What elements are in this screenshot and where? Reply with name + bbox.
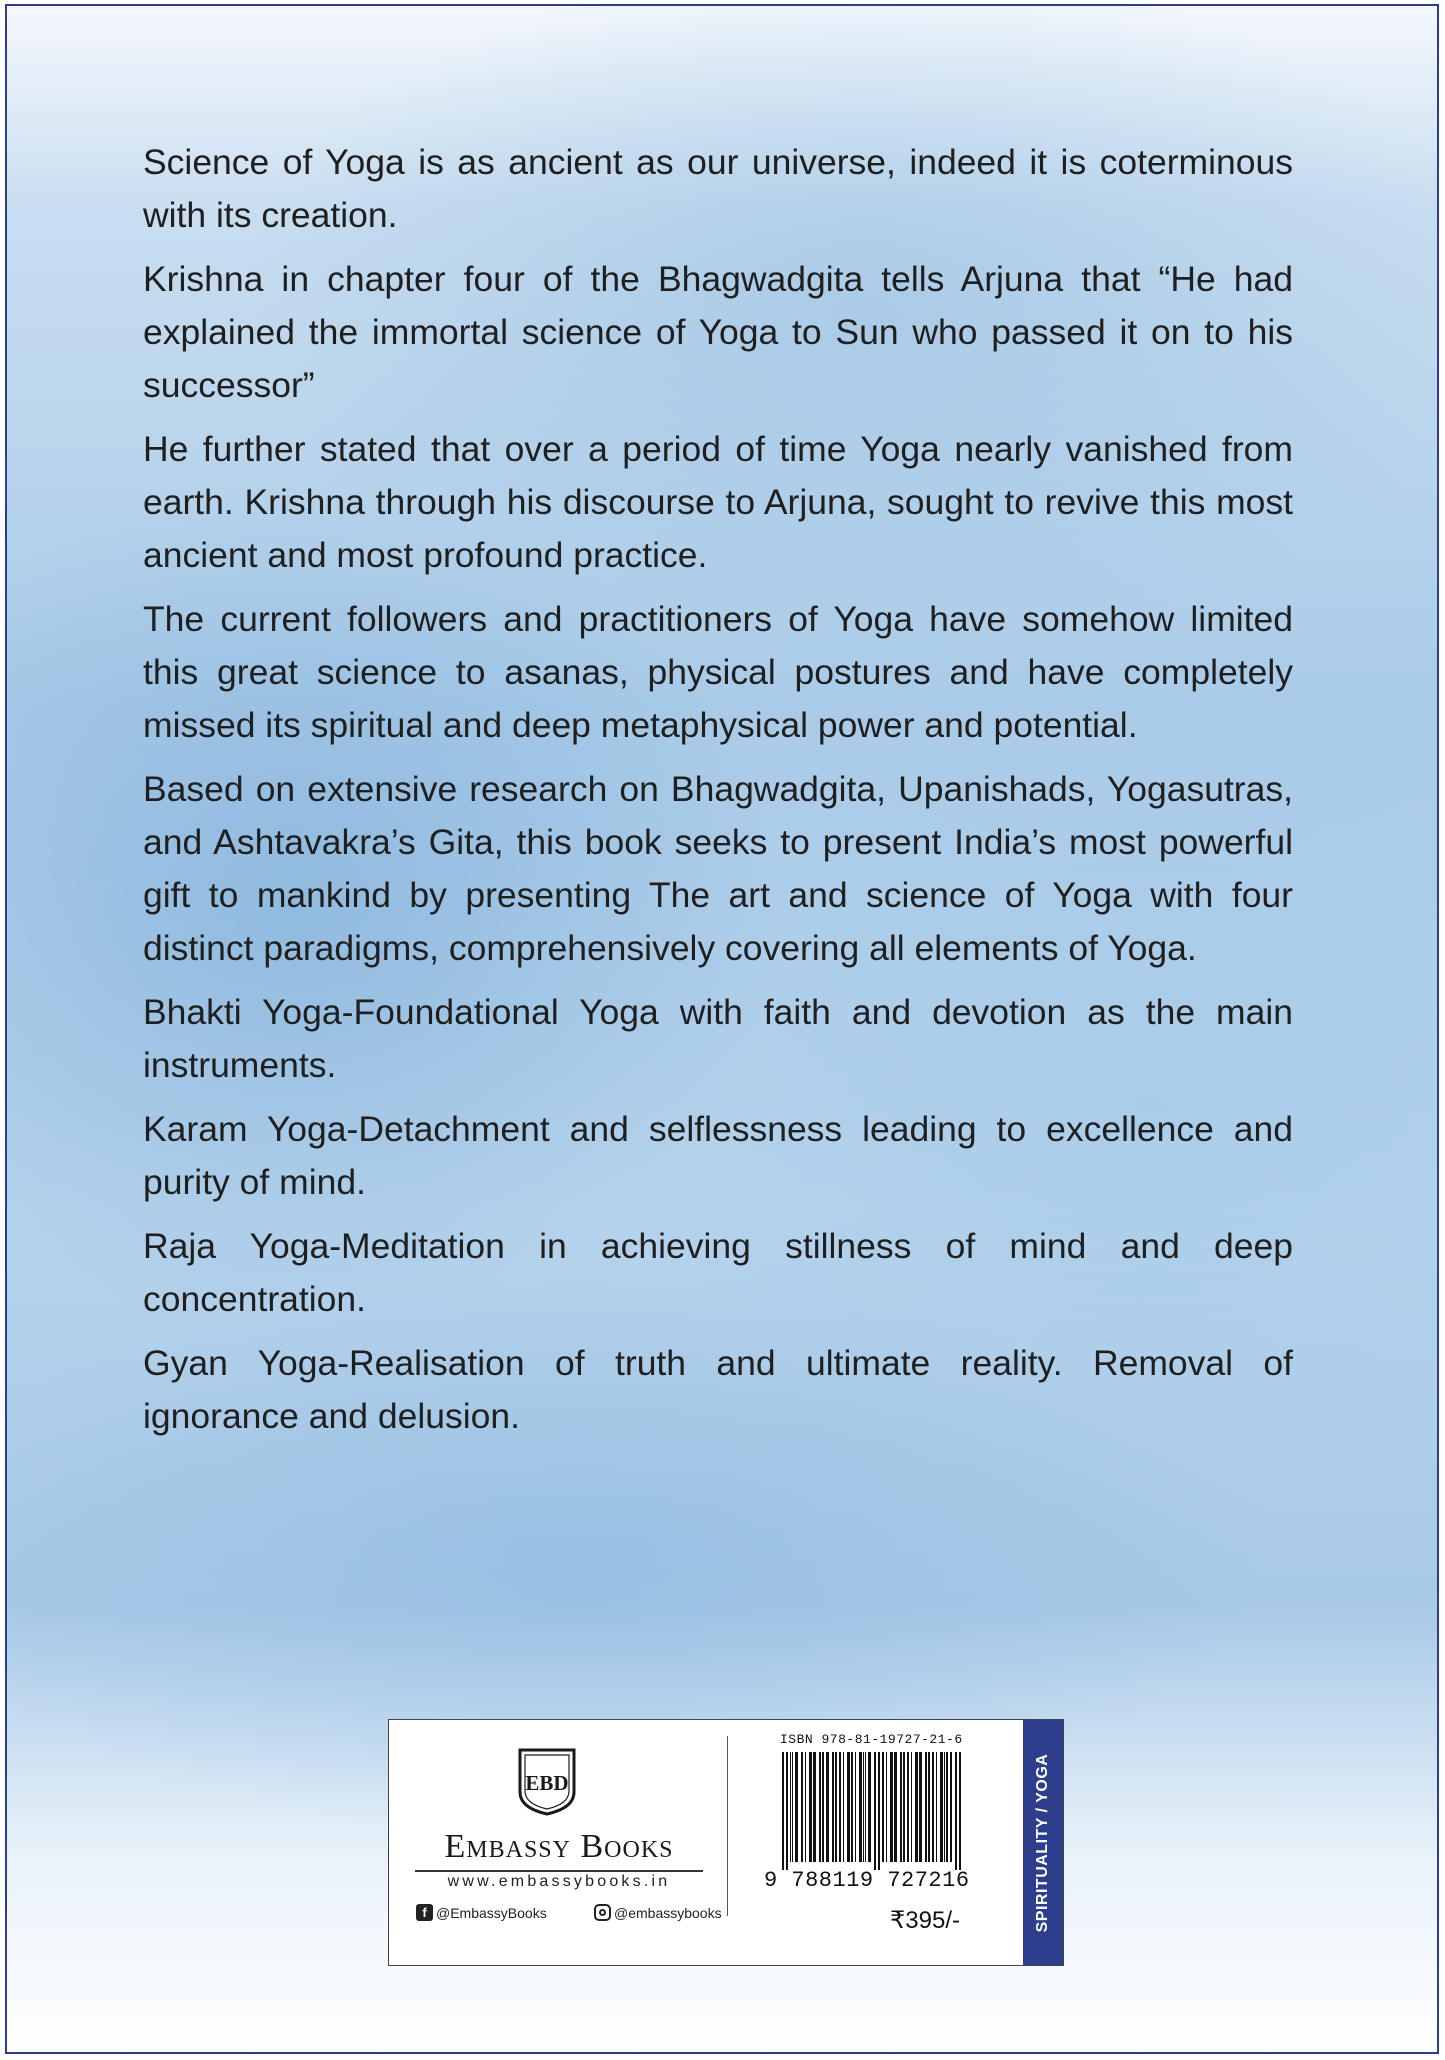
barcode-bar (839, 1752, 841, 1862)
barcode-image (780, 1752, 992, 1870)
category-label: SPIRITUALITY / YOGA (1034, 1753, 1051, 1932)
blurb-paragraph-8: Raja Yoga-Meditation in achieving stillness of mind and deep concentration. (143, 1226, 1293, 1319)
category-tab (1023, 1720, 1063, 1965)
barcode-bar (882, 1752, 884, 1862)
barcode-bar (826, 1752, 829, 1862)
barcode-bar (950, 1752, 952, 1862)
facebook-handle-text: @EmbassyBooks (436, 1904, 547, 1921)
barcode-bar (868, 1752, 871, 1862)
blurb-paragraph-1: Science of Yoga is as ancient as our universe, indeed it is coterminous with its creation. (143, 142, 1293, 235)
barcode-bar (959, 1752, 961, 1870)
barcode-bar (843, 1752, 844, 1862)
barcode-bar (813, 1752, 816, 1862)
barcode-bar (936, 1752, 937, 1862)
publisher-block (389, 1720, 727, 1965)
blurb-paragraph-5: Based on extensive research on Bhagwadgita, Upanishads, Yogasutras, and Ashtavakra’s Gita, this book seeks to present India’s most powerful gift to mankind by presenting The art and science of Yoga with four distinct paradigms, comprehensively covering all elements of Yoga. (143, 769, 1293, 968)
blurb-paragraph-2: Krishna in chapter four of the Bhagwadgita tells Arjuna that “He had explained the immortal science of Yoga to Sun who passed it on to his successor” (143, 259, 1293, 405)
barcode-bar (940, 1752, 943, 1862)
barcode-bar (900, 1752, 902, 1862)
barcode-bar (795, 1752, 798, 1862)
publisher-name: Embassy Books (444, 1828, 674, 1865)
blurb-paragraph-4: The current followers and practitioners of Yoga have somehow limited this great science to asanas, physical postures and have completely missed its spiritual and deep metaphysical power and potential. (143, 599, 1293, 745)
barcode-bar (865, 1752, 866, 1862)
publisher-logo-icon (516, 1746, 578, 1816)
instagram-handle-text: @embassybooks (614, 1904, 722, 1921)
publisher-url: www.embassybooks.in (447, 1873, 671, 1890)
barcode-bar (894, 1752, 897, 1862)
blurb-paragraph-9: Gyan Yoga-Realisation of truth and ultimate reality. Removal of ignorance and delusion. (143, 1343, 1293, 1436)
barcode-bar (932, 1752, 934, 1862)
barcode-bar (903, 1752, 905, 1862)
barcode-bar (851, 1752, 853, 1862)
barcode-bar (832, 1752, 834, 1862)
barcode-bar (863, 1752, 864, 1862)
barcode-bar (890, 1752, 893, 1862)
barcode-bar (809, 1752, 812, 1862)
barcode-bar (792, 1752, 793, 1862)
barcode-bar (835, 1752, 837, 1862)
barcode-bar (790, 1752, 791, 1862)
box-divider (727, 1736, 728, 1916)
blurb-paragraph-7: Karam Yoga-Detachment and selflessness leading to excellence and purity of mind. (143, 1109, 1293, 1202)
barcode-bar (847, 1752, 850, 1862)
facebook-icon: f (416, 1904, 433, 1921)
barcode-bar (955, 1752, 957, 1870)
barcode-bar (801, 1752, 803, 1862)
barcode-bar (911, 1752, 912, 1862)
barcode-bar (878, 1752, 880, 1870)
barcode-bar (944, 1752, 945, 1862)
barcode-bar (822, 1752, 824, 1862)
instagram-icon (594, 1904, 611, 1921)
barcode-bar (786, 1752, 788, 1870)
barcode-bar (859, 1752, 862, 1862)
barcode-bar (919, 1752, 922, 1862)
barcode-bar (907, 1752, 909, 1862)
barcode-bar (805, 1752, 806, 1862)
barcode-bar (925, 1752, 927, 1862)
publisher-divider-rule (415, 1870, 703, 1872)
barcode-bar (946, 1752, 948, 1862)
barcode-bar (874, 1752, 876, 1870)
barcode-bar (928, 1752, 930, 1862)
blurb-paragraph-3: He further stated that over a period of time Yoga nearly vanished from earth. Krishna through his discourse to Arjuna, sought to revive this most ancient and most profound practice. (143, 429, 1293, 575)
facebook-handle (416, 1904, 547, 1921)
barcode-block (764, 1720, 1004, 1965)
instagram-handle (594, 1904, 722, 1921)
blurb-paragraph-6: Bhakti Yoga-Foundational Yoga with faith and devotion as the main instruments. (143, 992, 1293, 1085)
barcode-bar (886, 1752, 887, 1862)
price-label: ₹395/- (890, 1907, 960, 1934)
barcode-bar (915, 1752, 918, 1862)
blurb-text (143, 136, 1293, 1454)
barcode-digits: 9 788119 727216 (764, 1868, 970, 1893)
isbn-label: ISBN 978-81-19727-21-6 (780, 1732, 963, 1747)
back-cover (5, 4, 1439, 2054)
barcode-bar (855, 1752, 856, 1862)
publisher-emblem-text: EBD (525, 1771, 569, 1795)
barcode-bar (819, 1752, 821, 1862)
publisher-barcode-box (388, 1719, 1064, 1966)
publisher-socials (416, 1904, 722, 1928)
barcode-bar (782, 1752, 784, 1870)
